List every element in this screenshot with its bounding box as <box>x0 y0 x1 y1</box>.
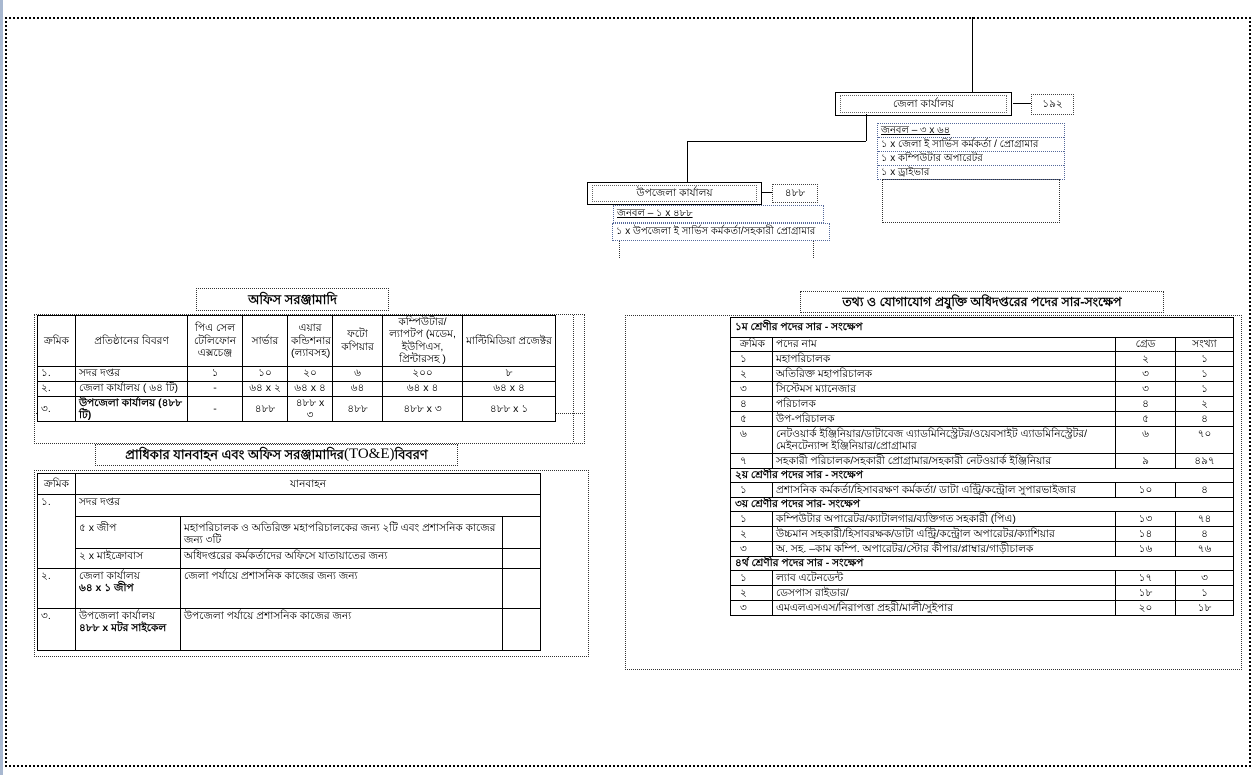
posts-sl: ৩ <box>731 600 773 615</box>
posts-sl: ২ <box>731 367 773 382</box>
upazila-staff-box-2 <box>612 223 830 241</box>
district-count-box: ১৯২ <box>1031 94 1074 115</box>
posts-count: ৪৯৭ <box>1176 453 1234 468</box>
equipment-col-header: ক্রমিক <box>38 316 76 367</box>
equipment-title-box <box>196 288 389 311</box>
posts-name: পরিচালক <box>773 397 1116 412</box>
posts-name: উচ্চমান সহকারী/হিসাবরক্ষক/ডাটা এন্ট্রি/কন্ট্রোল অপারেটর/ক্যাশিয়ার <box>773 526 1116 541</box>
posts-grade: ১৩ <box>1116 511 1176 526</box>
toe-sl: ৩. <box>38 609 76 651</box>
gridline-tail <box>813 241 814 258</box>
district-office-label: জেলা কার্যালয় <box>840 95 1007 113</box>
posts-grade: ৫ <box>1116 412 1176 427</box>
equipment-value: ৬৪ x ২ <box>243 381 288 396</box>
posts-section-row <box>731 497 1234 511</box>
equipment-sl: ৩. <box>38 396 76 422</box>
equipment-org: সদর দপ্তর <box>76 366 188 381</box>
posts-sl: ৫ <box>731 412 773 427</box>
posts-grade: ১৭ <box>1116 570 1176 585</box>
posts-row <box>731 541 1234 556</box>
equipment-value: - <box>188 396 243 422</box>
posts-sl: ১ <box>731 482 773 497</box>
posts-grade: ৪ <box>1116 397 1176 412</box>
posts-row <box>731 585 1234 600</box>
equipment-sl: ১. <box>38 366 76 381</box>
posts-name: অ. সহ. –কাম কম্পি. অপারেটর/স্টোর কীপার/প্লাম্বার/গাড়ীচালক <box>773 541 1116 556</box>
toe-vehicle-count: ৬৪ x ১ জীপ <box>79 582 134 595</box>
posts-sl: ২ <box>731 585 773 600</box>
posts-grade: ১০ <box>1116 482 1176 497</box>
equipment-value: ৬ <box>333 366 383 381</box>
posts-row <box>731 352 1234 367</box>
toe-vehicle: ৫ x জীপ <box>76 517 181 549</box>
toe-desc: জেলা পর্যায়ে প্রশাসনিক কাজের জন্য জন্য <box>181 569 503 609</box>
posts-count: ১ <box>1176 352 1234 367</box>
posts-section-header: ৩য় শ্রেণীর পদের সার- সংক্ষেপ <box>731 497 1234 511</box>
equipment-value: ৬৪ x ৪ <box>383 381 463 396</box>
toe-desc: অধিদপ্তরের কর্মকর্তাদের অফিসে যাতায়াতের জন্য <box>181 549 503 569</box>
toe-empty-cell <box>503 609 541 651</box>
posts-grade: ২ <box>1116 352 1176 367</box>
equipment-title: অফিস সরঞ্জামাদি <box>248 291 337 307</box>
district-office-box <box>835 92 1012 116</box>
equipment-value: ১ <box>188 366 243 381</box>
equipment-value: ৪৮৮ <box>333 396 383 422</box>
equipment-header-row <box>38 316 556 367</box>
district-count-connector <box>1013 103 1031 104</box>
posts-grade: ১৪ <box>1116 526 1176 541</box>
posts-sl: ২ <box>731 526 773 541</box>
posts-sl: ১ <box>731 352 773 367</box>
posts-row <box>731 412 1234 427</box>
posts-sl: ৩ <box>731 541 773 556</box>
upazila-staff-line: জনবল – ১ x ৪৮৮ <box>617 208 693 220</box>
toe-empty-cell <box>503 569 541 609</box>
posts-name: অতিরিক্ত মহাপরিচালক <box>773 367 1116 382</box>
toe-vehicle <box>76 569 181 609</box>
posts-row <box>731 570 1234 585</box>
posts-name: ডেসপাস রাইডার/ <box>773 585 1116 600</box>
toe-row <box>38 569 541 609</box>
equipment-row <box>38 396 556 422</box>
equipment-row <box>38 381 556 396</box>
posts-section-row <box>731 468 1234 482</box>
posts-count: ৭০ <box>1176 427 1234 454</box>
posts-table-body <box>731 318 1234 616</box>
toe-col-vehicle: যানবাহন <box>76 474 541 495</box>
toe-subrow <box>38 517 541 549</box>
posts-count: ৪ <box>1176 412 1234 427</box>
upazila-staff-box-1 <box>613 205 824 223</box>
posts-count: ১ <box>1176 382 1234 397</box>
equipment-value: ৬৪ x ৪ <box>288 381 333 396</box>
posts-sl: ৭ <box>731 453 773 468</box>
equipment-col-header: পিএ সেল টেলিফোন এক্সচেঞ্জ <box>188 316 243 367</box>
posts-grade: ৩ <box>1116 382 1176 397</box>
posts-count: ৪ <box>1176 526 1234 541</box>
equipment-col-header: প্রতিষ্ঠানের বিবরণ <box>76 316 188 367</box>
equipment-col-header: ফটো কপিয়ার <box>333 316 383 367</box>
toe-col-sl: ক্রমিক <box>38 474 76 495</box>
posts-name: প্রশাসনিক কর্মকর্তা/হিসাবরক্ষণ কর্মকর্তা/ ডাটা এন্ট্রি/কন্ট্রোল সুপারভাইজার <box>773 482 1116 497</box>
posts-name: উপ-পরিচালক <box>773 412 1116 427</box>
equipment-value: ৪৮৮ <box>243 396 288 422</box>
posts-name: সিস্টেমস ম্যানেজার <box>773 382 1116 397</box>
toe-office: উপজেলা কার্যালয় <box>79 610 156 622</box>
posts-row <box>731 367 1234 382</box>
posts-table <box>730 317 1234 616</box>
upazila-office-box <box>587 182 762 205</box>
upazila-count-connector <box>762 192 772 193</box>
posts-col-header-row <box>731 338 1234 352</box>
branch-connector-v1 <box>866 114 867 141</box>
equipment-col-header: মাল্টিমিডিয়া প্রজেক্টর <box>463 316 556 367</box>
posts-count: ১৮ <box>1176 600 1234 615</box>
equipment-value: ৮ <box>463 366 556 381</box>
district-staff-line: জনবল – ৩ x ৬৪ <box>881 124 951 136</box>
posts-grade: ১৮ <box>1116 585 1176 600</box>
district-staff-line: ১ x জেলা ই সার্ভিস কর্মকর্তা / প্রোগ্রামার <box>878 138 1064 152</box>
equipment-value: ৪৮৮ x ১ <box>463 396 556 422</box>
posts-col-header: পদের নাম <box>773 338 1116 352</box>
posts-col-header: সংখ্যা <box>1176 338 1234 352</box>
posts-count: ৪ <box>1176 482 1234 497</box>
gridline-tail <box>619 241 620 258</box>
toe-table <box>37 473 541 651</box>
posts-section-row <box>731 556 1234 570</box>
toe-sl: ১. <box>38 495 76 569</box>
branch-connector-v2 <box>687 141 688 182</box>
district-staff-line: ১ x ড্রাইভার <box>881 166 930 178</box>
upazila-count-box: ৪৮৮ <box>772 184 818 203</box>
toe-desc: উপজেলা পর্যায়ে প্রশাসনিক কাজের জন্য <box>181 609 503 651</box>
equipment-value: ৪৮৮ x ৩ <box>288 396 333 422</box>
equipment-value: ৬৪ x ৪ <box>463 381 556 396</box>
posts-col-header: গ্রেড <box>1116 338 1176 352</box>
toe-subrow <box>38 549 541 569</box>
toe-vehicle: ২ x মাইক্রোবাস <box>76 549 181 569</box>
posts-name: মহাপরিচালক <box>773 352 1116 367</box>
equipment-col-header: সার্ভার <box>243 316 288 367</box>
posts-count: ৭৪ <box>1176 511 1234 526</box>
posts-count: ১ <box>1176 585 1234 600</box>
toe-title-prefix: প্রাধিকার যানবাহন এবং অফিস সরঞ্জামাদির <box>125 447 344 463</box>
equipment-org: জেলা কার্যালয় ( ৬৪ টি) <box>76 381 188 396</box>
posts-row <box>731 482 1234 497</box>
district-empty-box <box>882 179 1060 223</box>
toe-title-latin: (TO&E) <box>343 446 395 463</box>
upazila-staff-line: ১ x উপজেলা ই সার্ভিস কর্মকর্তা/সহকারী প্রোগ্রামার <box>616 226 816 238</box>
branch-connector-h <box>687 141 866 142</box>
window-left-edge <box>0 0 3 775</box>
posts-grade: ৯ <box>1116 453 1176 468</box>
toe-vehicle-count: ৪৮৮ x মটর সাইকেল <box>79 622 167 635</box>
toe-sl: ২. <box>38 569 76 609</box>
district-staff-box <box>877 123 1065 180</box>
posts-row <box>731 511 1234 526</box>
toe-desc: মহাপরিচালক ও অতিরিক্ত মহাপরিচালকের জন্য ২টি এবং প্রশাসনিক কাজের জন্য ৩টি <box>181 517 503 549</box>
posts-row <box>731 526 1234 541</box>
equipment-value: ৪৮৮ x ৩ <box>383 396 463 422</box>
equipment-org: উপজেলা কার্যালয় (৪৮৮ টি) <box>76 396 188 422</box>
toe-row <box>38 609 541 651</box>
toe-title-box <box>95 444 458 466</box>
posts-title: তথ্য ও যোগাযোগ প্রযুক্তি অধিদপ্তরের পদের সার-সংক্ষেপ <box>842 294 1122 309</box>
posts-col-header: ক্রমিক <box>731 338 773 352</box>
posts-name: এমএলএসএস/নিরাপত্তা প্রহরী/মালী/সুইপার <box>773 600 1116 615</box>
upazila-office-label: উপজেলা কার্যালয় <box>592 185 757 202</box>
posts-row <box>731 427 1234 454</box>
toe-vehicle <box>76 609 181 651</box>
equipment-col-header: কম্পিউটার/ল্যাপটপ (মডেম, ইউপিএস, প্রিন্টারসহ ) <box>383 316 463 367</box>
posts-grade: ৩ <box>1116 367 1176 382</box>
equipment-table <box>37 315 556 422</box>
posts-row <box>731 397 1234 412</box>
equipment-sl: ২. <box>38 381 76 396</box>
posts-section-header: ১ম শ্রেণীর পদের সার - সংক্ষেপ <box>731 318 1234 338</box>
posts-title-box <box>800 291 1164 313</box>
equipment-gridline-v <box>573 315 574 442</box>
equipment-value: ৬৪ <box>333 381 383 396</box>
equipment-value: ১০ <box>243 366 288 381</box>
toe-empty-cell <box>503 549 541 569</box>
posts-name: নেটওয়ার্ক ইঞ্জিনিয়ার/ডাটাবেজ এ্যাডমিনিস্ট্রেটর/ওয়েবসাইট এ্যাডমিনিস্ট্রেটর/মেইনটেন্যান্স ইঞ্জিনিয়ার/প্রোগ্রামার <box>773 427 1116 454</box>
toe-row <box>38 495 541 517</box>
posts-count: ১ <box>1176 367 1234 382</box>
posts-sl: ১ <box>731 570 773 585</box>
orgchart-top-connector <box>972 17 973 92</box>
posts-name: সহকারী পরিচালক/সহকারী প্রোগ্রামার/সহকারী নেটওয়ার্ক ইঞ্জিনিয়ার <box>773 453 1116 468</box>
posts-grade: ৬ <box>1116 427 1176 454</box>
posts-sl: ১ <box>731 511 773 526</box>
posts-count: ৭৬ <box>1176 541 1234 556</box>
toe-office: জেলা কার্যালয় <box>79 570 140 582</box>
posts-section-header: ৪র্থ শ্রেণীর পদের সার - সংক্ষেপ <box>731 556 1234 570</box>
equipment-col-header: এয়ার কন্ডিশনার (ল্যাবসহ) <box>288 316 333 367</box>
posts-row <box>731 453 1234 468</box>
toe-title-suffix: বিবরণ <box>394 447 428 463</box>
posts-sl: ৬ <box>731 427 773 454</box>
toe-header-row <box>38 474 541 495</box>
posts-sl: ৩ <box>731 382 773 397</box>
equipment-value: ২০ <box>288 366 333 381</box>
district-staff-line: ১ x কম্পিউটার অপারেটর <box>878 152 1064 166</box>
toe-group: সদর দপ্তর <box>76 495 541 517</box>
posts-grade: ২০ <box>1116 600 1176 615</box>
posts-count: ৩ <box>1176 570 1234 585</box>
equipment-row <box>38 366 556 381</box>
posts-section-row <box>731 318 1234 338</box>
posts-sl: ৪ <box>731 397 773 412</box>
posts-row <box>731 382 1234 397</box>
equipment-value: ২০০ <box>383 366 463 381</box>
posts-name: ল্যাব এটেনডেন্ট <box>773 570 1116 585</box>
posts-row <box>731 600 1234 615</box>
posts-name: কম্পিউটার অপারেটর/ক্যাটালগার/ব্যক্তিগত সহকারী (পিএ) <box>773 511 1116 526</box>
posts-grade: ১৬ <box>1116 541 1176 556</box>
posts-section-header: ২য় শ্রেণীর পদের সার - সংক্ষেপ <box>731 468 1234 482</box>
toe-empty-cell <box>503 517 541 549</box>
posts-count: ২ <box>1176 397 1234 412</box>
equipment-value: - <box>188 381 243 396</box>
